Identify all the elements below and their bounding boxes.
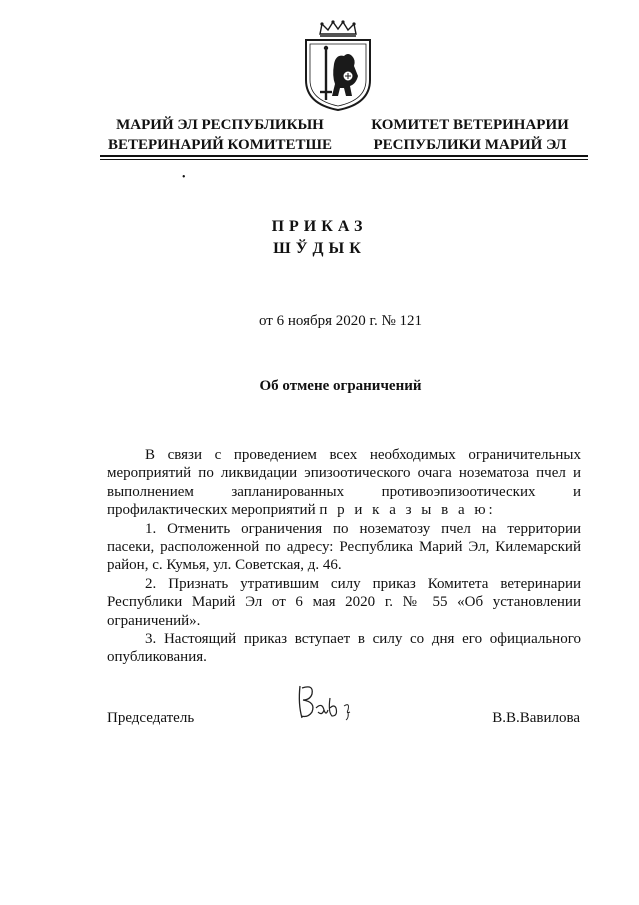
header-right-line-1: КОМИТЕТ ВЕТЕРИНАРИИ (371, 117, 569, 133)
header-right-russian (352, 115, 588, 155)
document-title-russian: ПРИКАЗ (271, 218, 368, 235)
order-word: п р и к а з ы в а ю: (319, 502, 496, 519)
header-left-line-1: МАРИЙ ЭЛ РЕСПУБЛИКЫН (116, 117, 324, 133)
header-rule-thin (100, 159, 588, 160)
signatory-name: В.В.Вавилова (492, 710, 580, 726)
date-number-line: от 6 ноября 2020 г. № 121 (258, 313, 423, 329)
document-body (107, 446, 581, 667)
stray-mark: • (182, 172, 186, 183)
document-title-mari: ШЎДЫК (273, 240, 366, 257)
handwritten-signature (292, 680, 362, 722)
document-subject: Об отмене ограничений (259, 378, 422, 394)
order-item-3: 3. Настоящий приказ вступает в силу со дня его официального опубликования. (107, 631, 581, 666)
header-left-mari (100, 115, 340, 155)
coat-of-arms-icon (302, 20, 374, 112)
header-rule-thick (100, 155, 588, 157)
order-item-2: 2. Признать утратившим силу приказ Комитета ветеринарии Республики Марий Эл от 6 мая 2020 г. № 55 «Об установлении ограничений». (107, 575, 581, 629)
intro-text: В связи с проведением всех необходимых ограничительных мероприятий по ликвидации эпизоотического очага нозематоза пчел и выполнением запланированных противоэпизоотических и профилактических мероприятий (107, 447, 581, 519)
signatory-position: Председатель (107, 710, 195, 726)
header-right-line-2: РЕСПУБЛИКИ МАРИЙ ЭЛ (373, 137, 567, 153)
order-item-1: 1. Отменить ограничения по нозематозу пчел на территории пасеки, расположенной по адресу: Республика Марий Эл, Килемарский район, с. Кумья, ул. Советская, д. 46. (107, 520, 581, 574)
intro-paragraph (107, 446, 581, 520)
header-left-line-2: ВЕТЕРИНАРИЙ КОМИТЕТШЕ (107, 137, 333, 153)
